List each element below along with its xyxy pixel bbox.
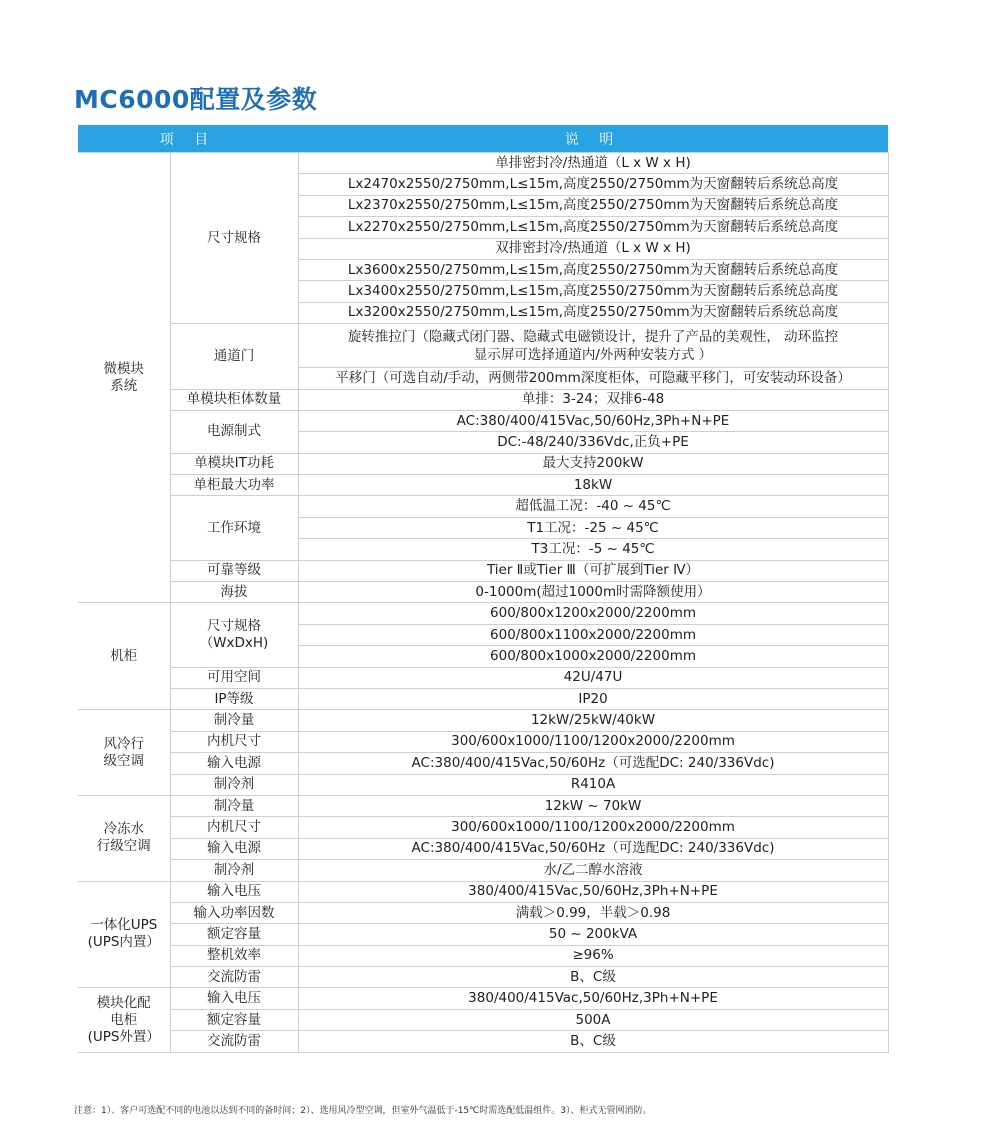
group-label [78, 795, 170, 881]
item-value: 单排：3-24；双排6-48 [298, 389, 888, 410]
table-row [78, 753, 888, 774]
item-value: 最大支持200kW [298, 453, 888, 474]
item-label [170, 924, 298, 945]
group-label-line: 机柜 [110, 647, 138, 664]
table-row [78, 1009, 888, 1030]
table-header-row [78, 125, 888, 153]
table-row [78, 838, 888, 859]
item-label [170, 582, 298, 603]
table-row [78, 410, 888, 431]
header-description: 说 明 [298, 125, 888, 153]
item-label-line: 海拔 [220, 583, 248, 600]
item-label-line: 整机效率 [207, 947, 261, 964]
table-row [78, 582, 888, 603]
item-label-line: 内机尺寸 [207, 819, 261, 836]
table-row [78, 475, 888, 496]
item-label [170, 1009, 298, 1030]
item-label [170, 710, 298, 731]
item-label-line: 尺寸规格 [207, 229, 261, 246]
table-row [78, 688, 888, 709]
item-label-line: 电源制式 [207, 423, 261, 440]
item-label-line: 输入电源 [207, 840, 261, 857]
item-label-line: 通道门 [213, 347, 255, 364]
group-label-line: 微模块 [103, 360, 144, 377]
group-label [78, 988, 170, 1052]
item-label [170, 389, 298, 410]
item-label [170, 774, 298, 795]
item-value: IP20 [298, 688, 888, 709]
item-label-line: 制冷量 [213, 712, 255, 729]
item-value: 水/乙二醇水溶液 [298, 860, 888, 881]
item-label [170, 1031, 298, 1052]
item-label-line: 单模块柜体数量 [186, 391, 282, 408]
table-row [78, 496, 888, 517]
item-value: B、C级 [298, 967, 888, 988]
table-row [78, 860, 888, 881]
item-label-line: 可用空间 [207, 669, 261, 686]
item-value: AC:380/400/415Vac,50/60Hz,3Ph+N+PE [298, 410, 888, 431]
item-value: Lx3400x2550/2750mm,L≤15m,高度2550/2750mm为天窗翻转后系统总高度 [298, 281, 888, 302]
item-label [170, 860, 298, 881]
table-row [78, 881, 888, 902]
item-value: 300/600x1000/1100/1200x2000/2200mm [298, 817, 888, 838]
item-value: 18kW [298, 475, 888, 496]
item-label [170, 324, 298, 389]
item-label [170, 603, 298, 667]
item-label [170, 496, 298, 560]
item-value: DC:-48/240/336Vdc,正负+PE [298, 432, 888, 453]
group-label [78, 881, 170, 988]
item-label [170, 817, 298, 838]
table-row [78, 774, 888, 795]
item-value: 双排密封冷/热通道（L x W x H) [298, 238, 888, 259]
item-value: 300/600x1000/1100/1200x2000/2200mm [298, 731, 888, 752]
item-value: T3工况：-5 ~ 45℃ [298, 539, 888, 560]
item-value: 平移门（可选自动/手动，两侧带200mm深度柜体，可隐藏平移门，可安装动环设备） [298, 368, 888, 389]
table-row [78, 560, 888, 581]
item-label [170, 153, 298, 324]
table-row [78, 967, 888, 988]
table-row [78, 389, 888, 410]
item-value: ≥96% [298, 945, 888, 966]
item-value: 旋转推拉门（隐藏式闭门器、隐藏式电磁锁设计，提升了产品的美观性， 动环监控 显示屏可选择通道内/外两种安装方式 ） [298, 324, 888, 368]
group-label-line: 冷冻水 [103, 821, 144, 838]
item-value: 500A [298, 1009, 888, 1030]
group-label-line: 电柜 [110, 1011, 138, 1028]
group-label [78, 153, 170, 603]
item-label-line: 单模块IT功耗 [194, 455, 274, 472]
item-label-line: 内机尺寸 [207, 733, 261, 750]
table-row [78, 902, 888, 923]
item-label [170, 688, 298, 709]
item-label [170, 475, 298, 496]
item-value: 0-1000m(超过1000m时需降额使用） [298, 582, 888, 603]
item-value: Lx2470x2550/2750mm,L≤15m,高度2550/2750mm为天窗翻转后系统总高度 [298, 174, 888, 195]
item-label-line: 输入功率因数 [193, 904, 275, 921]
item-label-line: 制冷剂 [213, 861, 255, 878]
item-value: 380/400/415Vac,50/60Hz,3Ph+N+PE [298, 881, 888, 902]
item-label [170, 988, 298, 1009]
item-label-line: 尺寸规格 [207, 618, 261, 634]
item-value: Lx2370x2550/2750mm,L≤15m,高度2550/2750mm为天窗翻转后系统总高度 [298, 195, 888, 216]
group-label-line: 系统 [110, 377, 138, 394]
item-label [170, 560, 298, 581]
item-value: AC:380/400/415Vac,50/60Hz（可选配DC: 240/336Vdc) [298, 838, 888, 859]
table-row [78, 603, 888, 624]
table-row [78, 945, 888, 966]
item-label-line: 输入电压 [207, 883, 261, 900]
item-label-line: IP等级 [214, 690, 254, 707]
group-label-line: 级空调 [103, 752, 144, 769]
item-label [170, 667, 298, 688]
item-value: R410A [298, 774, 888, 795]
item-label [170, 881, 298, 902]
table-row [78, 667, 888, 688]
item-value: 12kW ~ 70kW [298, 795, 888, 816]
item-label-line: （WxDxH) [199, 635, 269, 651]
group-label-line: (UPS内置） [87, 934, 160, 951]
table-row [78, 817, 888, 838]
item-value: Lx3600x2550/2750mm,L≤15m,高度2550/2750mm为天窗翻转后系统总高度 [298, 259, 888, 280]
table-row [78, 924, 888, 945]
item-value: B、C级 [298, 1031, 888, 1052]
table-row [78, 795, 888, 816]
item-value: 600/800x1100x2000/2200mm [298, 624, 888, 645]
group-label-line: 一体化UPS [90, 917, 158, 934]
item-label-line: 可靠等级 [207, 562, 261, 579]
item-label-line: 额定容量 [207, 925, 261, 942]
table-row [78, 324, 888, 368]
page-title: MC6000配置及参数 [74, 85, 318, 114]
item-label [170, 945, 298, 966]
item-label [170, 453, 298, 474]
item-label-line: 工作环境 [207, 519, 261, 536]
table-body [78, 153, 888, 1053]
item-label-line: 额定容量 [207, 1011, 261, 1028]
item-label-line: 交流防雷 [207, 1032, 261, 1049]
item-label [170, 410, 298, 453]
item-value: T1工况：-25 ~ 45℃ [298, 517, 888, 538]
table-row [78, 988, 888, 1009]
item-label [170, 795, 298, 816]
table-row [78, 1031, 888, 1052]
table-row [78, 453, 888, 474]
item-value: 满载＞0.99，半载＞0.98 [298, 902, 888, 923]
item-value: AC:380/400/415Vac,50/60Hz（可选配DC: 240/336Vdc) [298, 753, 888, 774]
group-label-line: 模块化配 [96, 994, 151, 1011]
item-label-line: 输入电源 [207, 754, 261, 771]
table-row [78, 710, 888, 731]
group-label [78, 603, 170, 710]
table-row [78, 153, 888, 174]
table-row [78, 731, 888, 752]
item-value: 超低温工况：-40 ~ 45℃ [298, 496, 888, 517]
item-label [170, 967, 298, 988]
item-value: 42U/47U [298, 667, 888, 688]
header-item: 项 目 [78, 125, 298, 153]
group-label-line: 风冷行 [103, 735, 144, 752]
item-value: Lx2270x2550/2750mm,L≤15m,高度2550/2750mm为天窗翻转后系统总高度 [298, 217, 888, 238]
item-value: 600/800x1000x2000/2200mm [298, 646, 888, 667]
item-label [170, 731, 298, 752]
item-label [170, 753, 298, 774]
group-label [78, 710, 170, 796]
item-label-line: 制冷量 [213, 797, 255, 814]
group-label-line: 行级空调 [96, 838, 151, 855]
footnote: 注意：1）、客户可选配不同的电池以达到不同的备时间；2）、选用风冷型空调，但室外气温低于-15℃时需选配低温组件。3）、柜式无管网消防。 [74, 1106, 652, 1116]
item-label-line: 制冷剂 [213, 776, 255, 793]
item-value: 12kW/25kW/40kW [298, 710, 888, 731]
spec-table [78, 125, 889, 1053]
item-label [170, 902, 298, 923]
item-label-line: 单柜最大功率 [193, 476, 275, 493]
item-value: Tier Ⅱ或Tier Ⅲ（可扩展到Tier Ⅳ） [298, 560, 888, 581]
item-value: 50 ~ 200kVA [298, 924, 888, 945]
item-label [170, 838, 298, 859]
item-value: 380/400/415Vac,50/60Hz,3Ph+N+PE [298, 988, 888, 1009]
item-value: 600/800x1200x2000/2200mm [298, 603, 888, 624]
item-value: 单排密封冷/热通道（L x W x H) [298, 153, 888, 174]
item-label-line: 输入电压 [207, 990, 261, 1007]
group-label-line: (UPS外置） [87, 1028, 160, 1045]
item-label-line: 交流防雷 [207, 968, 261, 985]
item-value: Lx3200x2550/2750mm,L≤15m,高度2550/2750mm为天窗翻转后系统总高度 [298, 302, 888, 323]
